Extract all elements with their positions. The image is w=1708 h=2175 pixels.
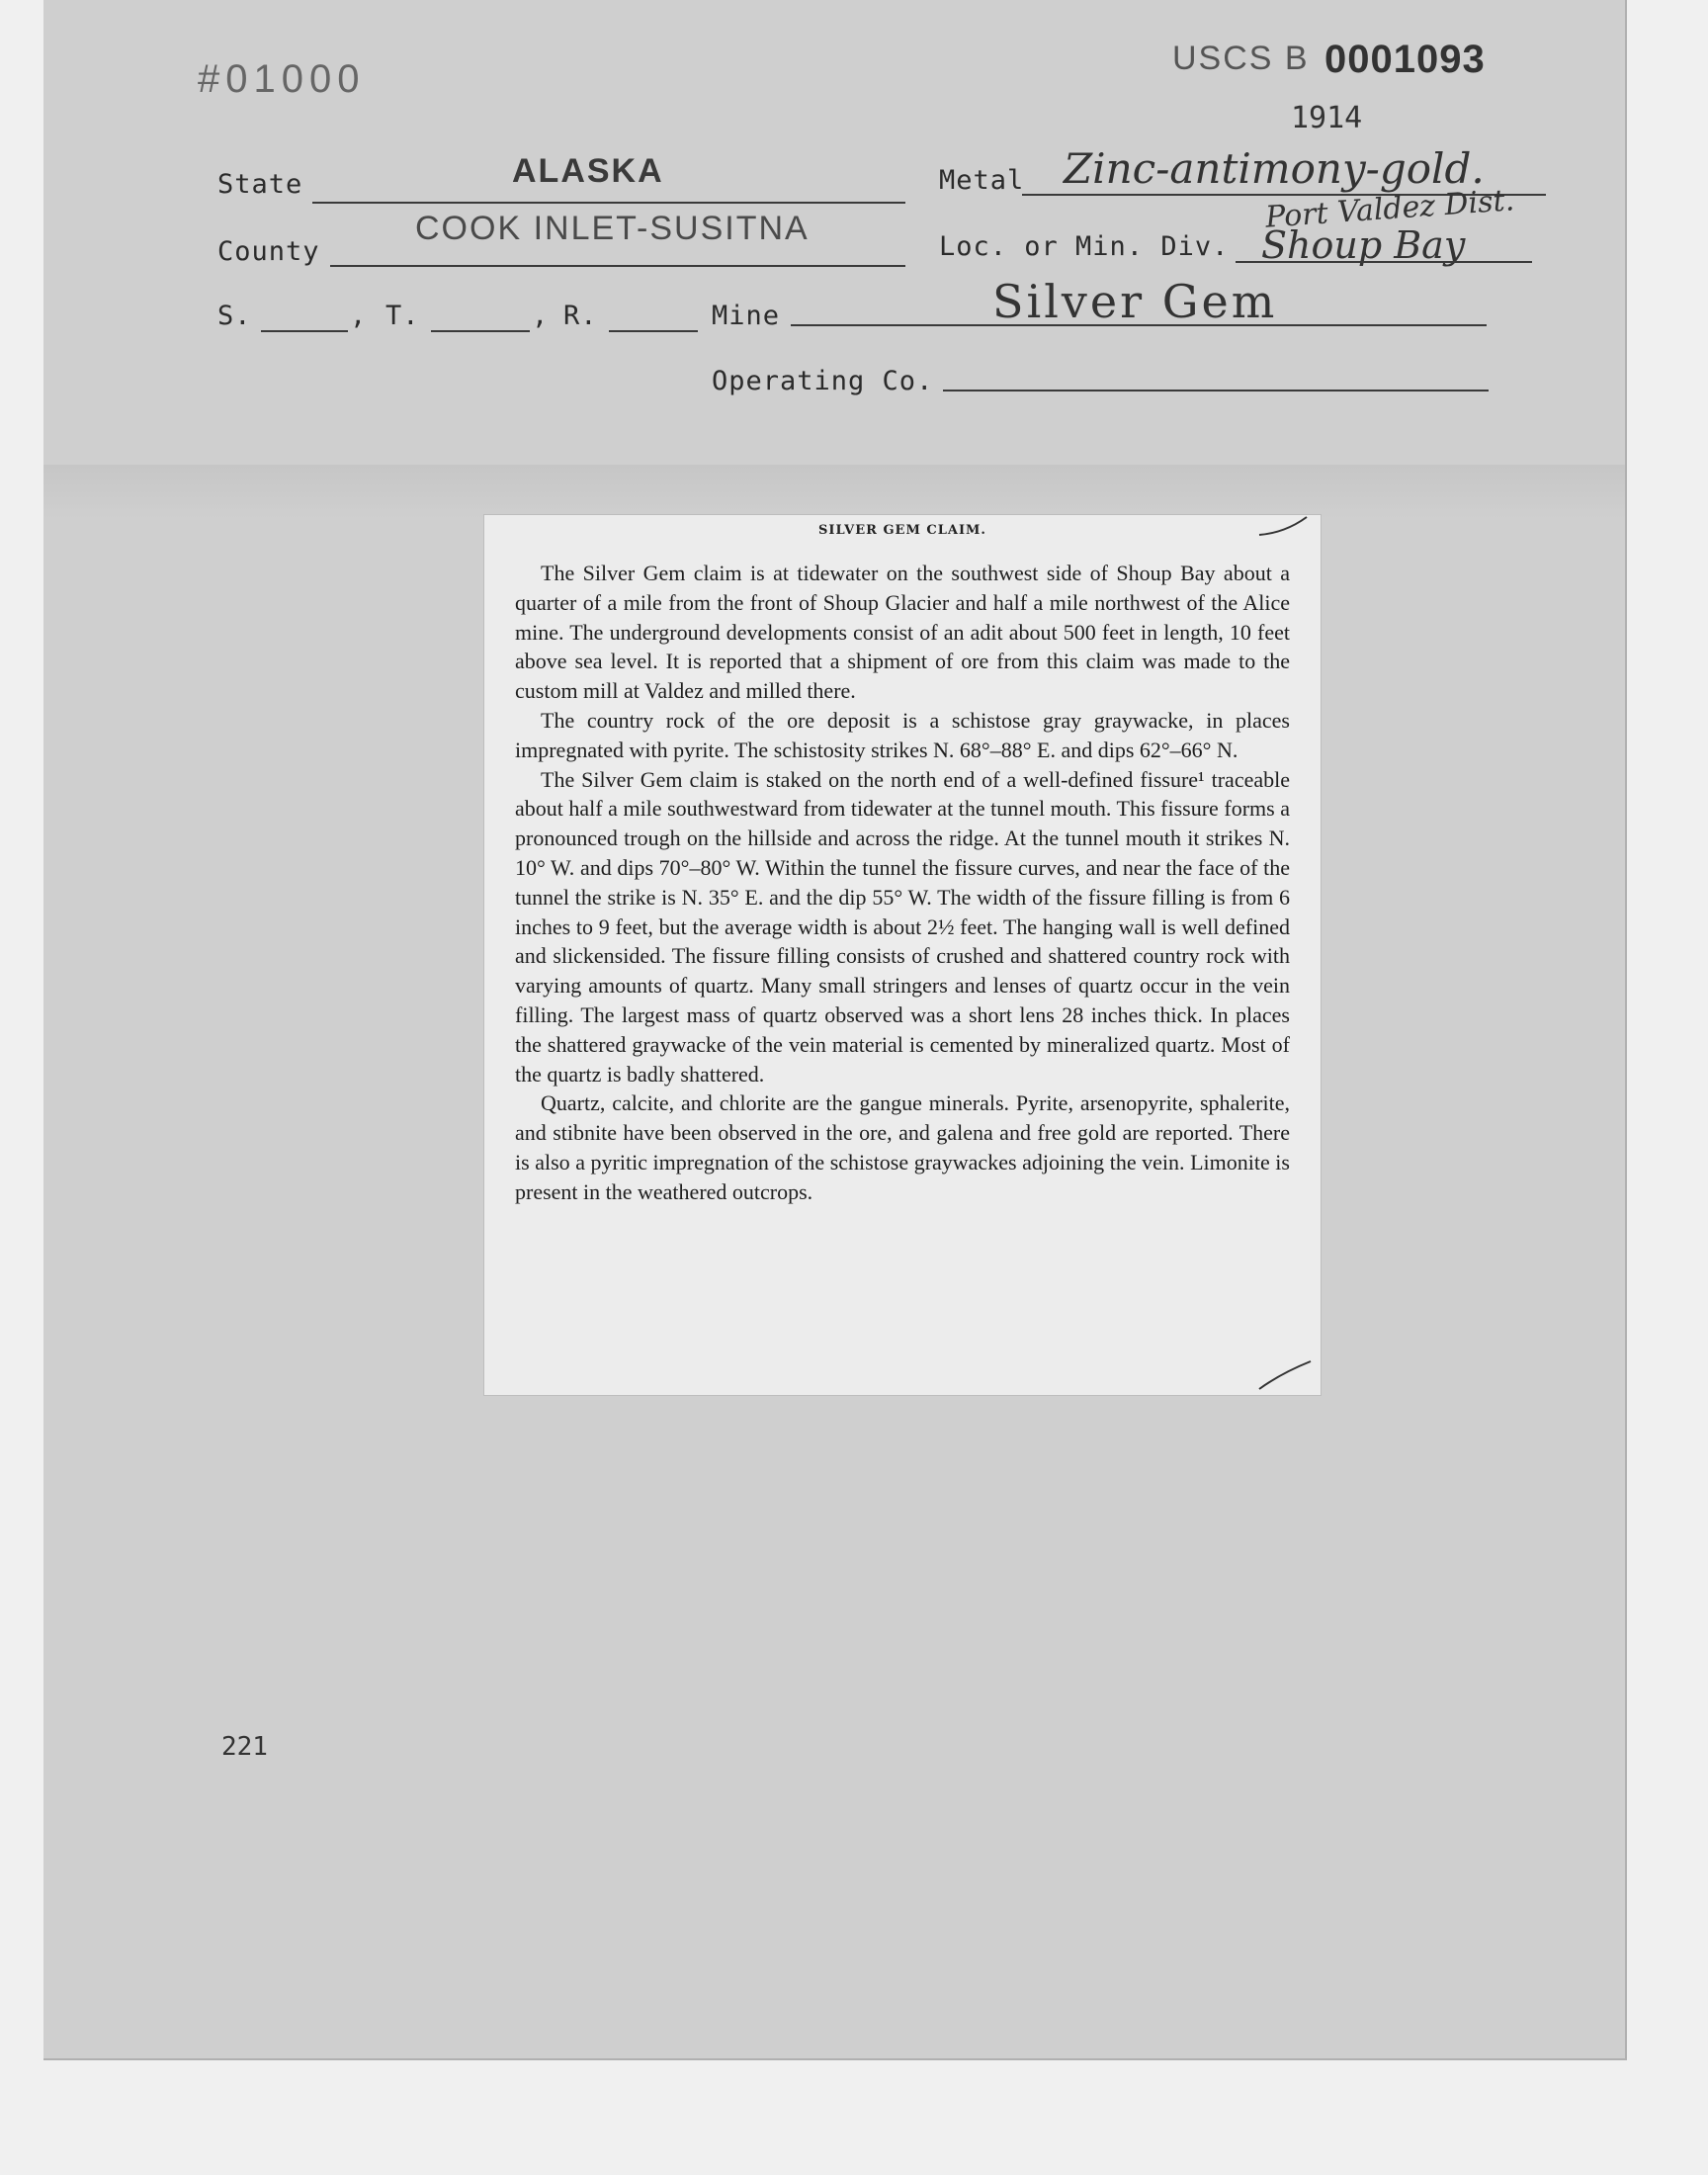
section-line	[261, 330, 348, 332]
clipping-title: SILVER GEM CLAIM.	[818, 523, 986, 538]
mine-line	[791, 324, 1487, 326]
state-label: State	[217, 169, 303, 200]
year-stamp: 1914	[1291, 101, 1363, 135]
clipping-paragraph: Quartz, calcite, and chlorite are the gangue minerals. Pyrite, arsenopyrite, sphalerite, and stibnite have been observed in the ore, and galena and free gold are reported. There is also a pyritic impregnation of the schistose graywackes adjoining the vein. Limonite is present in the weathered outcrops.	[515, 1090, 1290, 1204]
range-line	[609, 330, 698, 332]
section-label: S.	[217, 301, 252, 331]
state-value: ALASKA	[512, 152, 664, 190]
county-line	[330, 265, 905, 267]
metal-value: Zinc-antimony-gold.	[1064, 144, 1485, 193]
serial-stamp: #01000	[198, 57, 366, 101]
mine-label: Mine	[712, 301, 781, 331]
check-mark-bottom	[1257, 1357, 1317, 1393]
clipping-body	[515, 559, 1290, 1207]
source-stamp: USCS B	[1172, 40, 1310, 77]
county-value: COOK INLET-SUSITNA	[415, 210, 810, 247]
division-line	[1236, 261, 1532, 263]
index-card: #01000 USCS B 0001093 1914 State ALASKA Metal Zinc-antimony-gold. County COOK INLET-SUSITNA Port Valdez Dist. Loc. or Min. Div. Shoup Bay S. , T. , R. Mine Silver Gem Operating Co. SILVER GEM CLAIM. The Silver Gem claim is at tidewater on the southwest side of Shoup Bay about a quarter of a mile from the front of Shoup Glacier and half a mile northwest of the Alice mine. The underground developments consist of an adit about 500 feet in length, 10 feet above sea level. It is reported that a shipment of ore from this claim was made to the custom mill at Valdez and milled there. The country rock of the ore deposit is a schistose gray graywacke, in places impregnated with pyrite. The schistosity strikes N. 68°–88° E. and dips 62°–66° N. The Silver Gem claim is staked on the north end of a well-defined fissure¹ traceable about half a mile southwestward from tidewater at the tunnel mouth. This fissure forms a pronounced trough on the hillside and across the ridge. At the tunnel mouth it strikes N. 10° W. and dips 70°–80° W. Within the tunnel the fissure curves, and near the face of the tunnel the strike is N. 35° E. and the dip 55° W. The width of the fissure filling is from 6 inches to 9 feet, but the average width is about 2½ feet. The hanging wall is well defined and slickensided. The fissure filling consists of crushed and shattered country rock with varying amounts of quartz. Many small stringers and lenses of quartz occur in the vein filling. The largest mass of quartz observed was a short lens 28 inches thick. In places the shattered graywacke of the vein material is cemented by mineralized quartz. Most of the quartz is badly shattered. Quartz, calcite, and chlorite are the gangue minerals. Pyrite, arsenopyrite, sphalerite, and stibnite have been observed in the ore, and galena and free gold are reported. There is also a pyritic impregnation of the schistose graywackes adjoining the vein. Limonite is present in the weathered outcrops. 221	[43, 0, 1627, 2060]
clipping-paragraph: The Silver Gem claim is staked on the north end of a well-defined fissure¹ traceable about half a mile southwestward from tidewater at the tunnel mouth. This fissure forms a pronounced trough on the hillside and across the ridge. At the tunnel mouth it strikes N. 10° W. and dips 70°–80° W. Within the tunnel the fissure curves, and near the face of the tunnel the strike is N. 35° E. and the dip 55° W. The width of the fissure filling is from 6 inches to 9 feet, but the average width is about 2½ feet. The hanging wall is well defined and slickensided. The fissure filling consists of crushed and shattered country rock with varying amounts of quartz. Many small stringers and lenses of quartz occur in the vein filling. The largest mass of quartz observed was a short lens 28 inches thick. In places the shattered graywacke of the vein material is cemented by mineralized quartz. Most of the quartz is badly shattered.	[515, 766, 1290, 1087]
division-value-line1: Port Valdez Dist.	[1264, 183, 1516, 235]
range-label: R.	[563, 301, 598, 331]
division-value-line2: Shoup Bay	[1261, 223, 1466, 267]
county-label: County	[217, 236, 320, 267]
division-label: Loc. or Min. Div.	[939, 231, 1230, 262]
township-line	[431, 330, 530, 332]
mine-value: Silver Gem	[992, 275, 1278, 328]
township-label: T.	[385, 301, 420, 331]
page-number: 221	[221, 1732, 268, 1762]
clipping-paragraph: The Silver Gem claim is at tidewater on the southwest side of Shoup Bay about a quarter of a mile from the front of Shoup Glacier and half a mile northwest of the Alice mine. The underground developments consist of an adit about 500 feet in length, 10 feet above sea level. It is reported that a shipment of ore from this claim was made to the custom mill at Valdez and milled there.	[515, 561, 1290, 704]
state-line	[312, 202, 905, 204]
operating-line	[943, 390, 1489, 392]
record-number: 0001093	[1324, 38, 1486, 81]
pasted-clipping	[484, 515, 1321, 1395]
metal-label: Metal	[939, 165, 1025, 196]
operating-label: Operating Co.	[712, 366, 934, 396]
clipping-paragraph: The country rock of the ore deposit is a schistose gray graywacke, in places impregnated with pyrite. The schistosity strikes N. 68°–88° E. and dips 62°–66° N.	[515, 707, 1290, 762]
scan-band	[43, 465, 1625, 519]
